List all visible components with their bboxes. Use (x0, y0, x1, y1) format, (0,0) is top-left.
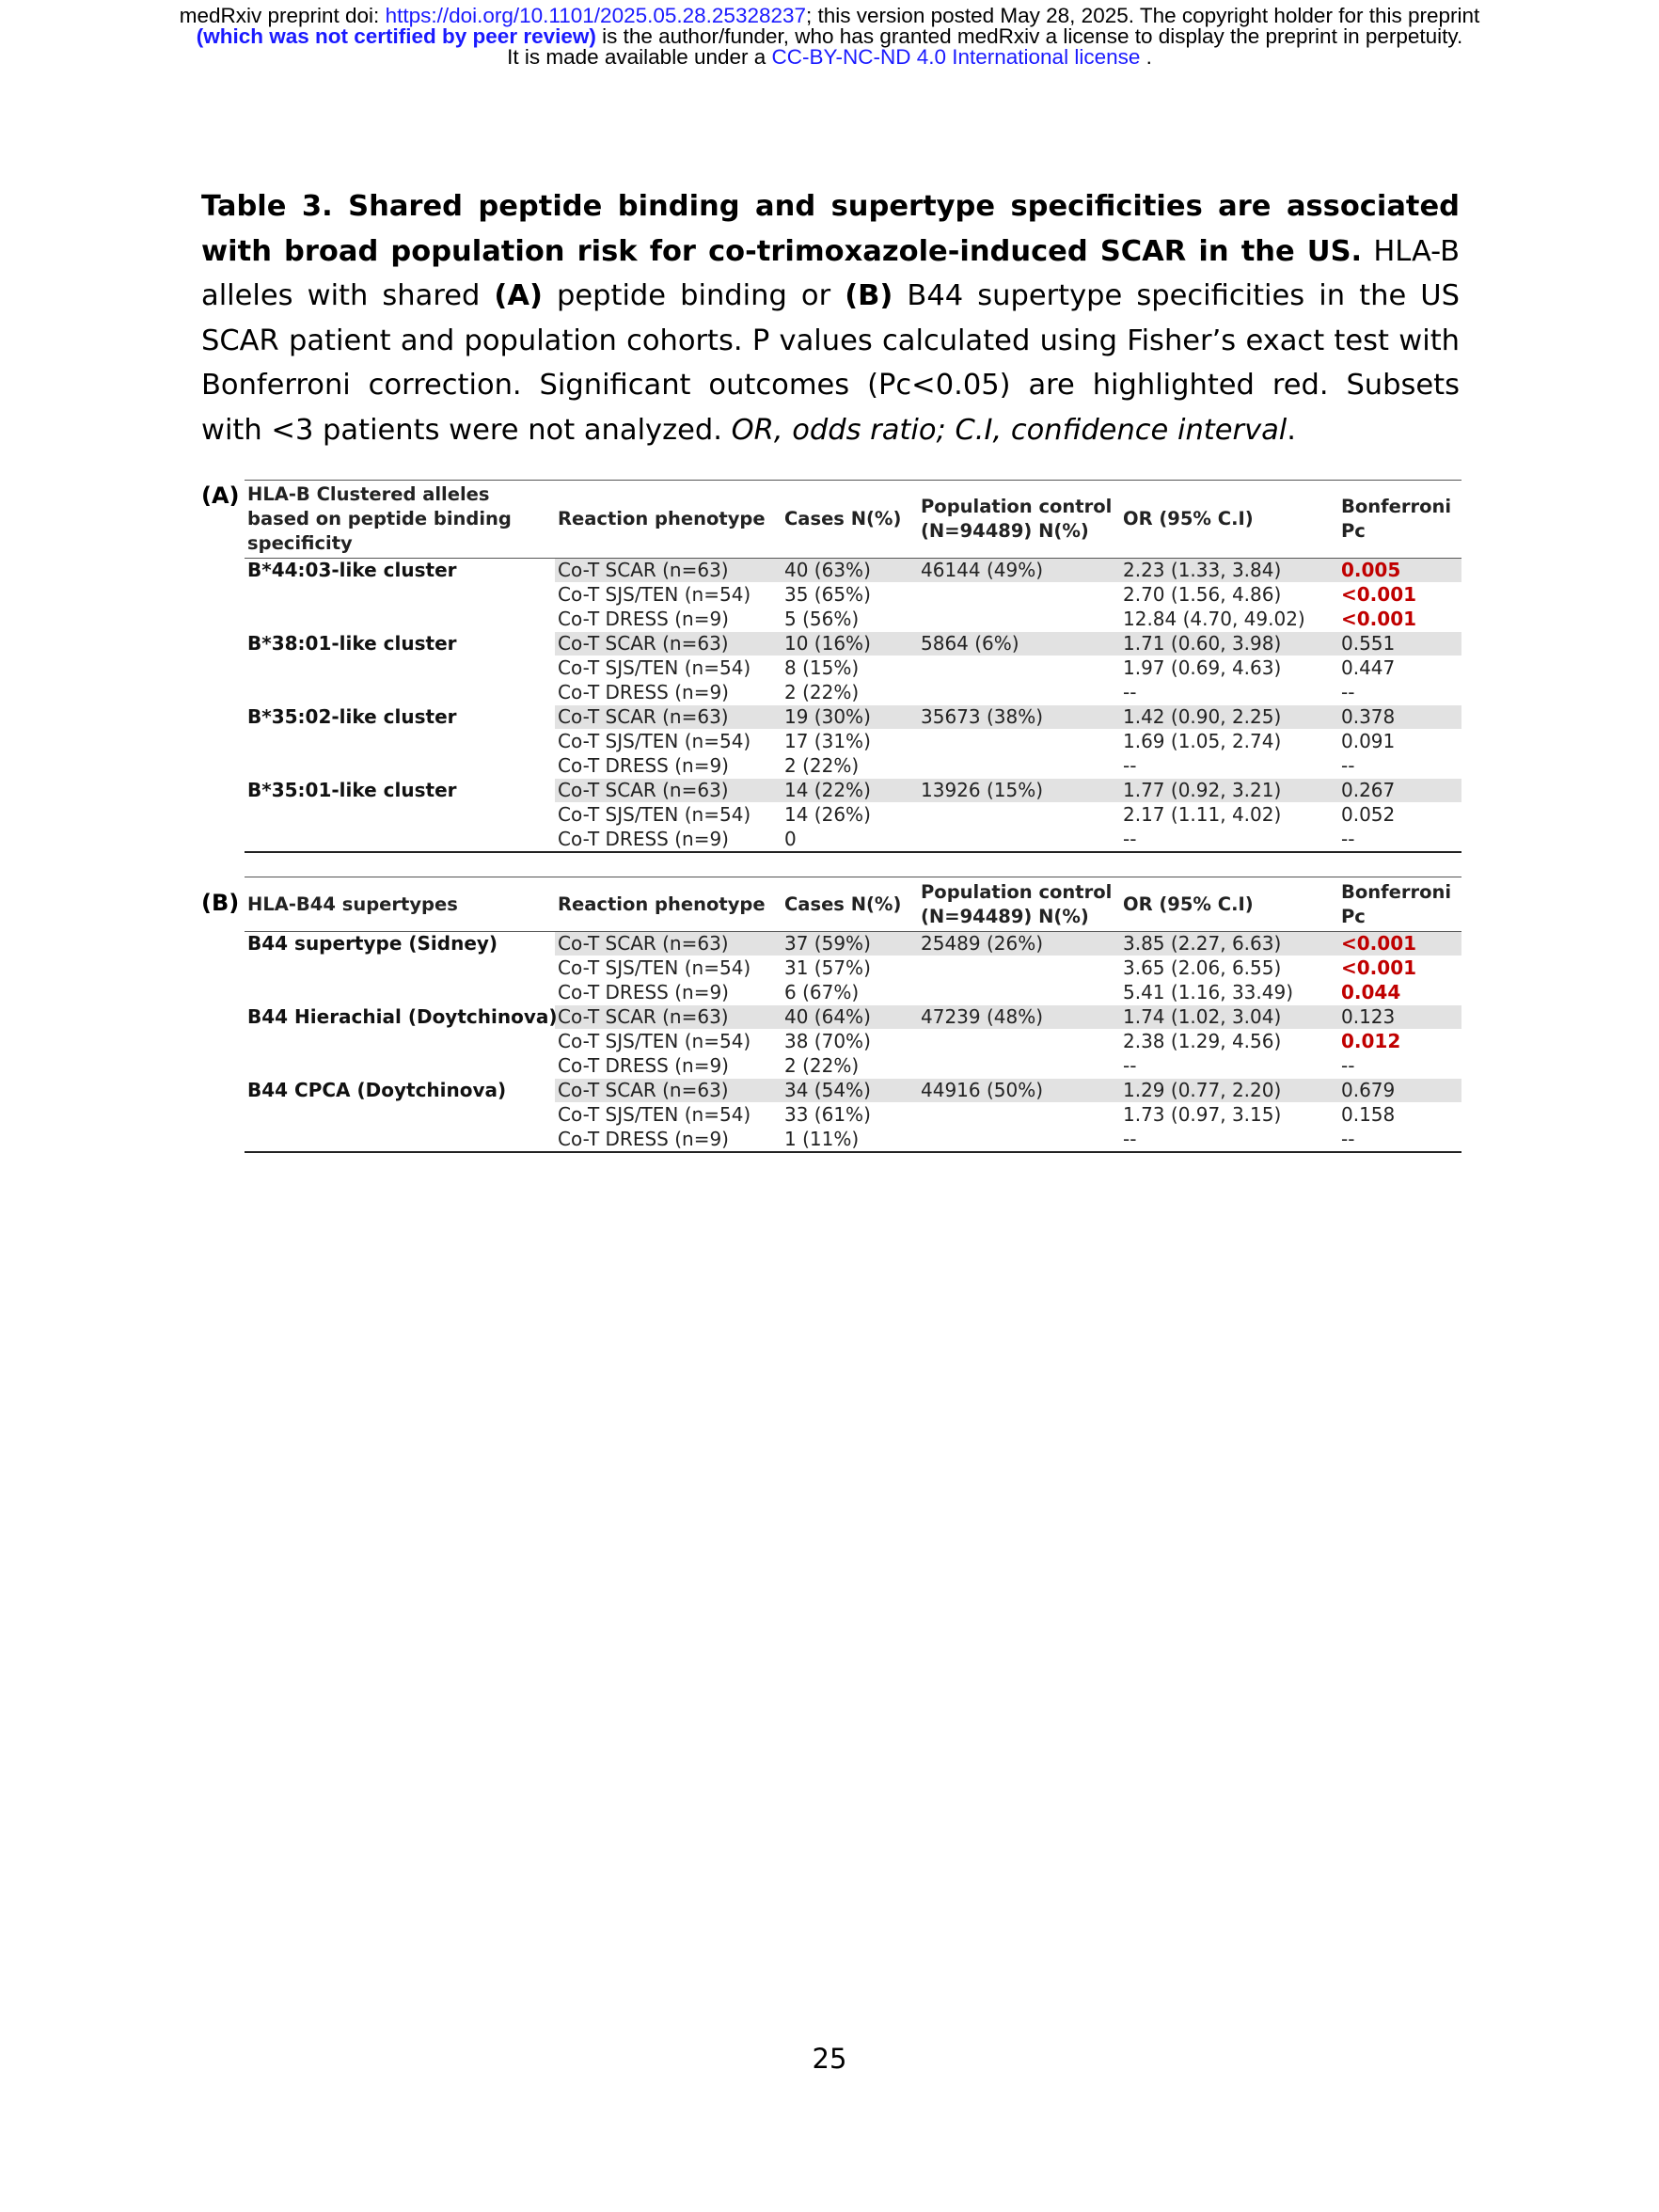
cases-value: 38 (70%) (782, 1030, 918, 1054)
table-row (245, 656, 1462, 681)
table-row (245, 981, 1462, 1005)
table-row (245, 632, 1462, 656)
reaction-phenotype: Co-T DRESS (n=9) (555, 981, 782, 1005)
significant-value: <0.001 (1341, 932, 1417, 955)
header-line-2: (which was not certified by peer review) is the author/funder, who has granted medRxiv a license to display the preprint in perpetuity. (196, 24, 1463, 48)
table-row (245, 730, 1462, 754)
population-control-value: 5864 (6%) (918, 632, 1120, 656)
cases-value: 6 (67%) (782, 981, 918, 1005)
table-row (245, 1128, 1462, 1153)
header-line-3: It is made available under a CC-BY-NC-ND 4.0 International license . (507, 45, 1152, 69)
odds-ratio-value: -- (1120, 828, 1338, 853)
table-row (245, 803, 1462, 828)
group-name (245, 1030, 555, 1054)
population-control-value (918, 1128, 1120, 1153)
reaction-phenotype: Co-T SCAR (n=63) (555, 1005, 782, 1030)
significant-value: <0.001 (1341, 608, 1417, 630)
group-name (245, 730, 555, 754)
bonferroni-pc-value: 0.267 (1338, 779, 1462, 803)
population-control-value (918, 730, 1120, 754)
col-header-group: HLA-B Clustered alleles based on peptide binding specificity (245, 481, 555, 559)
group-name (245, 828, 555, 853)
cases-value: 1 (11%) (782, 1128, 918, 1153)
reaction-phenotype: Co-T DRESS (n=9) (555, 608, 782, 632)
population-control-value (918, 1030, 1120, 1054)
cases-value: 40 (64%) (782, 1005, 918, 1030)
cases-value: 35 (65%) (782, 583, 918, 608)
table-row (245, 1103, 1462, 1128)
bonferroni-pc-value (1338, 608, 1462, 632)
group-name (245, 1103, 555, 1128)
bonferroni-pc-value: -- (1338, 754, 1462, 779)
odds-ratio-value: 2.17 (1.11, 4.02) (1120, 803, 1338, 828)
group-name: B*35:02-like cluster (245, 705, 555, 730)
bonferroni-pc-value (1338, 1030, 1462, 1054)
odds-ratio-value: 1.42 (0.90, 2.25) (1120, 705, 1338, 730)
table-row (245, 1079, 1462, 1103)
table-row (245, 828, 1462, 853)
group-name (245, 956, 555, 981)
population-control-value (918, 981, 1120, 1005)
population-control-value: 35673 (38%) (918, 705, 1120, 730)
caption-title: Table 3. Shared peptide binding and supertype specificities are associated with broad population risk for co-trimoxazole-induced SCAR in the US. (201, 190, 1460, 268)
cases-value: 10 (16%) (782, 632, 918, 656)
bonferroni-pc-value (1338, 932, 1462, 956)
cases-value: 34 (54%) (782, 1079, 918, 1103)
odds-ratio-value: 1.69 (1.05, 2.74) (1120, 730, 1338, 754)
table-row (245, 681, 1462, 705)
population-control-value (918, 1103, 1120, 1128)
table-row (245, 1054, 1462, 1079)
group-name (245, 608, 555, 632)
significant-value: 0.044 (1341, 981, 1401, 1003)
table-row (245, 932, 1462, 956)
cases-value: 2 (22%) (782, 1054, 918, 1079)
odds-ratio-value: 1.74 (1.02, 3.04) (1120, 1005, 1338, 1030)
odds-ratio-value: 12.84 (4.70, 49.02) (1120, 608, 1338, 632)
header-line-1: medRxiv preprint doi: https://doi.org/10.1101/2025.05.28.25328237; this version posted May 28, 2025. The copyright holder for this preprint (179, 4, 1480, 27)
cases-value: 5 (56%) (782, 608, 918, 632)
reaction-phenotype: Co-T DRESS (n=9) (555, 1054, 782, 1079)
group-name (245, 681, 555, 705)
group-name: B*44:03-like cluster (245, 559, 555, 583)
cases-value: 19 (30%) (782, 705, 918, 730)
bonferroni-pc-value (1338, 956, 1462, 981)
population-control-value (918, 608, 1120, 632)
reaction-phenotype: Co-T DRESS (n=9) (555, 754, 782, 779)
license-link[interactable]: CC-BY-NC-ND 4.0 International license (771, 45, 1141, 69)
group-name: B*38:01-like cluster (245, 632, 555, 656)
reaction-phenotype: Co-T SJS/TEN (n=54) (555, 730, 782, 754)
group-name (245, 1054, 555, 1079)
significant-value: 0.005 (1341, 559, 1401, 581)
bonferroni-pc-value: -- (1338, 1128, 1462, 1153)
panel-a-table (245, 480, 1462, 853)
population-control-value: 44916 (50%) (918, 1079, 1120, 1103)
page-number: 25 (812, 2043, 847, 2075)
col-header-group: HLA-B44 supertypes (245, 877, 555, 932)
odds-ratio-value: 1.73 (0.97, 3.15) (1120, 1103, 1338, 1128)
bonferroni-pc-value: -- (1338, 1054, 1462, 1079)
bonferroni-pc-value (1338, 559, 1462, 583)
col-header-or: OR (95% C.I) (1120, 481, 1338, 559)
table-row (245, 754, 1462, 779)
population-control-value (918, 656, 1120, 681)
odds-ratio-value: 1.71 (0.60, 3.98) (1120, 632, 1338, 656)
table-caption: Table 3. Shared peptide binding and supertype specificities are associated with broad population risk for co-trimoxazole-induced SCAR in the US. HLA-B alleles with shared (A) peptide binding or (B) B44 supertype specificities in the US SCAR patient and population cohorts. P values calculated using Fisher’s exact test with Bonferroni correction. Significant outcomes (Pc<0.05) are highlighted red. Subsets with <3 patients were not analyzed. OR, odds ratio; C.I, confidence interval. (201, 190, 1460, 447)
odds-ratio-value: 1.97 (0.69, 4.63) (1120, 656, 1338, 681)
odds-ratio-value: 2.23 (1.33, 3.84) (1120, 559, 1338, 583)
cases-value: 2 (22%) (782, 754, 918, 779)
population-control-value (918, 1054, 1120, 1079)
group-name: B44 Hierachial (Doytchinova) (245, 1005, 555, 1030)
population-control-value: 46144 (49%) (918, 559, 1120, 583)
odds-ratio-value: -- (1120, 1128, 1338, 1153)
panel-b-table (245, 877, 1462, 1153)
reaction-phenotype: Co-T SCAR (n=63) (555, 932, 782, 956)
cases-value: 40 (63%) (782, 559, 918, 583)
reaction-phenotype: Co-T SCAR (n=63) (555, 705, 782, 730)
table-row (245, 705, 1462, 730)
odds-ratio-value: 2.38 (1.29, 4.56) (1120, 1030, 1338, 1054)
cases-value: 17 (31%) (782, 730, 918, 754)
table-row (245, 608, 1462, 632)
table-header-row (245, 481, 1462, 559)
cases-value: 8 (15%) (782, 656, 918, 681)
col-header-control: Population control (N=94489) N(%) (918, 877, 1120, 932)
cases-value: 0 (782, 828, 918, 853)
col-header-cases: Cases N(%) (782, 877, 918, 932)
caption-abbreviations: OR, odds ratio; C.I, confidence interval (731, 413, 1288, 447)
cases-value: 33 (61%) (782, 1103, 918, 1128)
odds-ratio-value: 3.65 (2.06, 6.55) (1120, 956, 1338, 981)
reaction-phenotype: Co-T SCAR (n=63) (555, 1079, 782, 1103)
panel-a-label: (A) (201, 482, 240, 509)
col-header-control: Population control (N=94489) N(%) (918, 481, 1120, 559)
group-name (245, 656, 555, 681)
bonferroni-pc-value: 0.158 (1338, 1103, 1462, 1128)
cases-value: 14 (26%) (782, 803, 918, 828)
bonferroni-pc-value: 0.091 (1338, 730, 1462, 754)
odds-ratio-value: -- (1120, 754, 1338, 779)
population-control-value: 13926 (15%) (918, 779, 1120, 803)
bonferroni-pc-value: 0.378 (1338, 705, 1462, 730)
bonferroni-pc-value: -- (1338, 681, 1462, 705)
reaction-phenotype: Co-T SCAR (n=63) (555, 559, 782, 583)
table-row (245, 583, 1462, 608)
reaction-phenotype: Co-T SJS/TEN (n=54) (555, 583, 782, 608)
table-header-row (245, 877, 1462, 932)
table-row (245, 1030, 1462, 1054)
reaction-phenotype: Co-T SJS/TEN (n=54) (555, 656, 782, 681)
bonferroni-pc-value (1338, 583, 1462, 608)
odds-ratio-value: 1.77 (0.92, 3.21) (1120, 779, 1338, 803)
cases-value: 14 (22%) (782, 779, 918, 803)
col-header-pc: Bonferroni Pc (1338, 877, 1462, 932)
population-control-value (918, 803, 1120, 828)
cases-value: 37 (59%) (782, 932, 918, 956)
reaction-phenotype: Co-T SCAR (n=63) (555, 632, 782, 656)
population-control-value: 25489 (26%) (918, 932, 1120, 956)
reaction-phenotype: Co-T SJS/TEN (n=54) (555, 1103, 782, 1128)
population-control-value (918, 754, 1120, 779)
group-name (245, 583, 555, 608)
bonferroni-pc-value: 0.052 (1338, 803, 1462, 828)
table-row (245, 956, 1462, 981)
reaction-phenotype: Co-T SJS/TEN (n=54) (555, 956, 782, 981)
table-row (245, 1005, 1462, 1030)
population-control-value (918, 828, 1120, 853)
col-header-pc: Bonferroni Pc (1338, 481, 1462, 559)
bonferroni-pc-value: 0.123 (1338, 1005, 1462, 1030)
doi-link[interactable]: https://doi.org/10.1101/2025.05.28.25328237 (385, 4, 807, 27)
group-name (245, 1128, 555, 1153)
significant-value: <0.001 (1341, 583, 1417, 606)
bonferroni-pc-value: 0.447 (1338, 656, 1462, 681)
reaction-phenotype: Co-T SJS/TEN (n=54) (555, 803, 782, 828)
reaction-phenotype: Co-T SJS/TEN (n=54) (555, 1030, 782, 1054)
group-name (245, 803, 555, 828)
table-row (245, 779, 1462, 803)
odds-ratio-value: 1.29 (0.77, 2.20) (1120, 1079, 1338, 1103)
significant-value: <0.001 (1341, 956, 1417, 979)
odds-ratio-value: 5.41 (1.16, 33.49) (1120, 981, 1338, 1005)
cases-value: 2 (22%) (782, 681, 918, 705)
group-name: B44 CPCA (Doytchinova) (245, 1079, 555, 1103)
reaction-phenotype: Co-T DRESS (n=9) (555, 828, 782, 853)
odds-ratio-value: 2.70 (1.56, 4.86) (1120, 583, 1338, 608)
cases-value: 31 (57%) (782, 956, 918, 981)
population-control-value (918, 681, 1120, 705)
reaction-phenotype: Co-T DRESS (n=9) (555, 1128, 782, 1153)
col-header-phenotype: Reaction phenotype (555, 481, 782, 559)
panel-b-label: (B) (201, 890, 240, 916)
reaction-phenotype: Co-T SCAR (n=63) (555, 779, 782, 803)
peer-review-notice: (which was not certified by peer review) (196, 24, 596, 48)
bonferroni-pc-value: 0.679 (1338, 1079, 1462, 1103)
bonferroni-pc-value: 0.551 (1338, 632, 1462, 656)
group-name: B44 supertype (Sidney) (245, 932, 555, 956)
odds-ratio-value: -- (1120, 681, 1338, 705)
group-name (245, 981, 555, 1005)
col-header-or: OR (95% C.I) (1120, 877, 1338, 932)
significant-value: 0.012 (1341, 1030, 1401, 1052)
bonferroni-pc-value (1338, 981, 1462, 1005)
col-header-phenotype: Reaction phenotype (555, 877, 782, 932)
col-header-cases: Cases N(%) (782, 481, 918, 559)
bonferroni-pc-value: -- (1338, 828, 1462, 853)
population-control-value: 47239 (48%) (918, 1005, 1120, 1030)
reaction-phenotype: Co-T DRESS (n=9) (555, 681, 782, 705)
group-name: B*35:01-like cluster (245, 779, 555, 803)
odds-ratio-value: -- (1120, 1054, 1338, 1079)
odds-ratio-value: 3.85 (2.27, 6.63) (1120, 932, 1338, 956)
population-control-value (918, 583, 1120, 608)
population-control-value (918, 956, 1120, 981)
preprint-header (0, 6, 1659, 68)
group-name (245, 754, 555, 779)
table-row (245, 559, 1462, 583)
